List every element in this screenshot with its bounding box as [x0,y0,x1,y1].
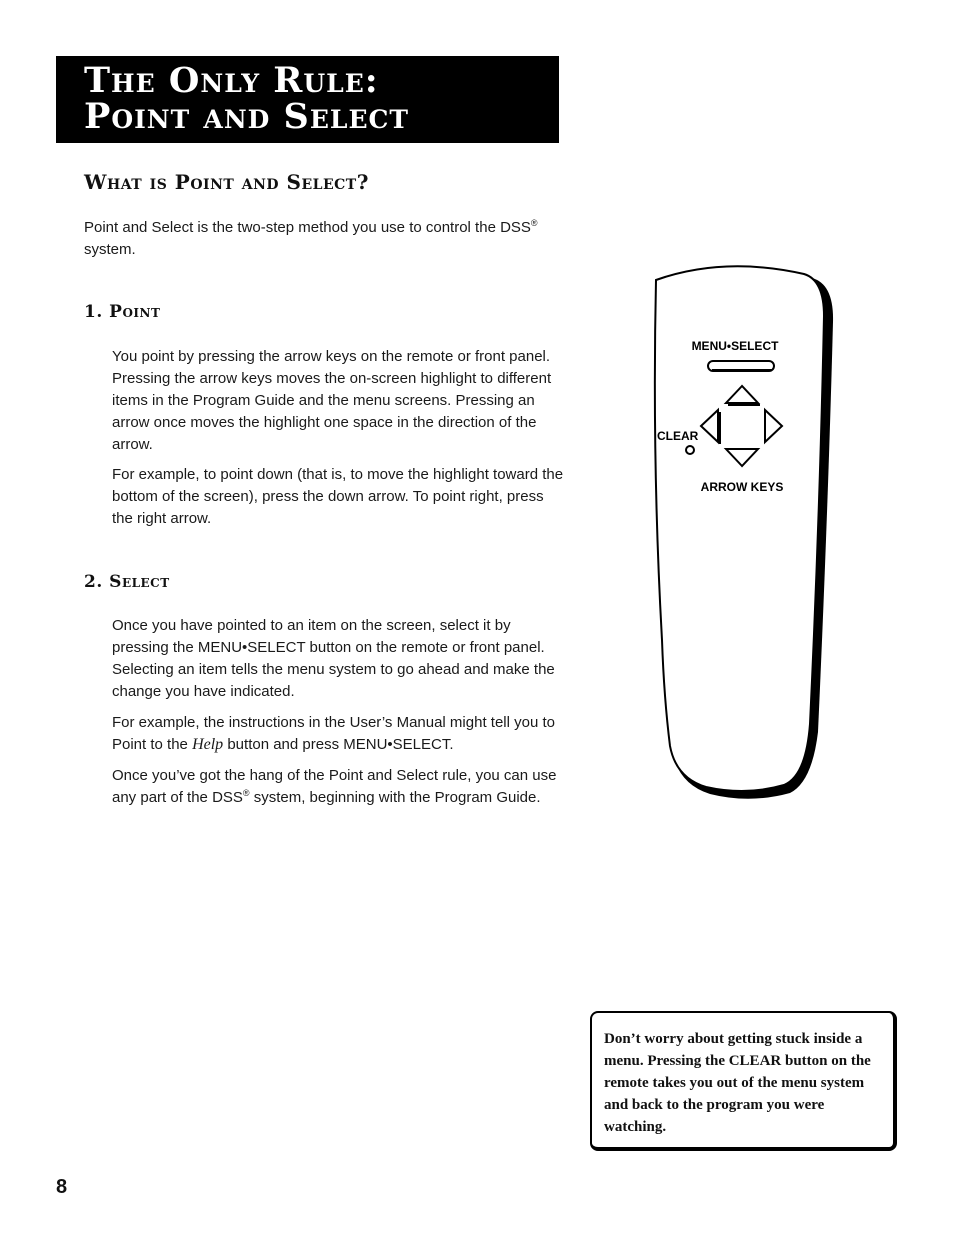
remote-control-illustration [640,262,840,802]
point-heading: 1. Point [84,302,161,322]
page-title-line-1: The Only Rule: [84,60,379,101]
registered-mark: ® [242,788,250,798]
select-paragraph-1: Once you have pointed to an item on the screen, select it by pressing the MENU•SELECT button on the remote or front panel. Selecting an item tells the menu system to go ahead and make the change you have indicated. [112,617,555,700]
page-title-line-2: Point and Select [84,96,410,137]
intro-paragraph [84,217,554,261]
point-paragraph-2: For example, to point down (that is, to move the highlight toward the bottom of the screen), press the down arrow. To point right, press the right arrow. [112,466,564,527]
select-paragraph-2-tail: button and press MENU•SELECT. [223,736,454,753]
section-heading: What is Point and Select? [84,170,369,194]
tip-callout-box [590,1011,897,1151]
menu-select-label: MENU•SELECT [691,339,779,353]
registered-mark: ® [530,218,538,228]
select-paragraph-3 [112,765,564,809]
select-paragraph-2-text: For example, the instructions in the User’s Manual might tell you to Point to the [112,714,555,753]
select-paragraph-3-text: Once you’ve got the hang of the Point and Select rule, you can use any part of the DSS [112,767,557,806]
tip-callout-text: Don’t worry about getting stuck inside a menu. Pressing the CLEAR button on the remote takes you out of the menu system and back to the program you were watching. [604,1031,871,1135]
select-paragraph-2 [112,712,564,756]
select-heading: 2. Select [84,572,170,592]
intro-text: Point and Select is the two-step method you use to control the DSS [84,219,531,236]
select-paragraph-3-tail: system, beginning with the Program Guide. [249,789,541,806]
page-number: 8 [56,1176,68,1198]
arrow-keys-label: ARROW KEYS [700,480,784,494]
point-paragraph-1: You point by pressing the arrow keys on the remote or front panel. Pressing the arrow keys moves the on-screen highlight to different items in the Program Guide and the menu screens. Pressing an arrow once moves the highlight one space in the direction of the arrow. [112,348,552,453]
clear-label: CLEAR [657,429,699,443]
clear-button [686,446,694,454]
help-button-name: Help [192,736,224,753]
title-banner [56,56,559,143]
intro-tail: system. [84,241,136,258]
